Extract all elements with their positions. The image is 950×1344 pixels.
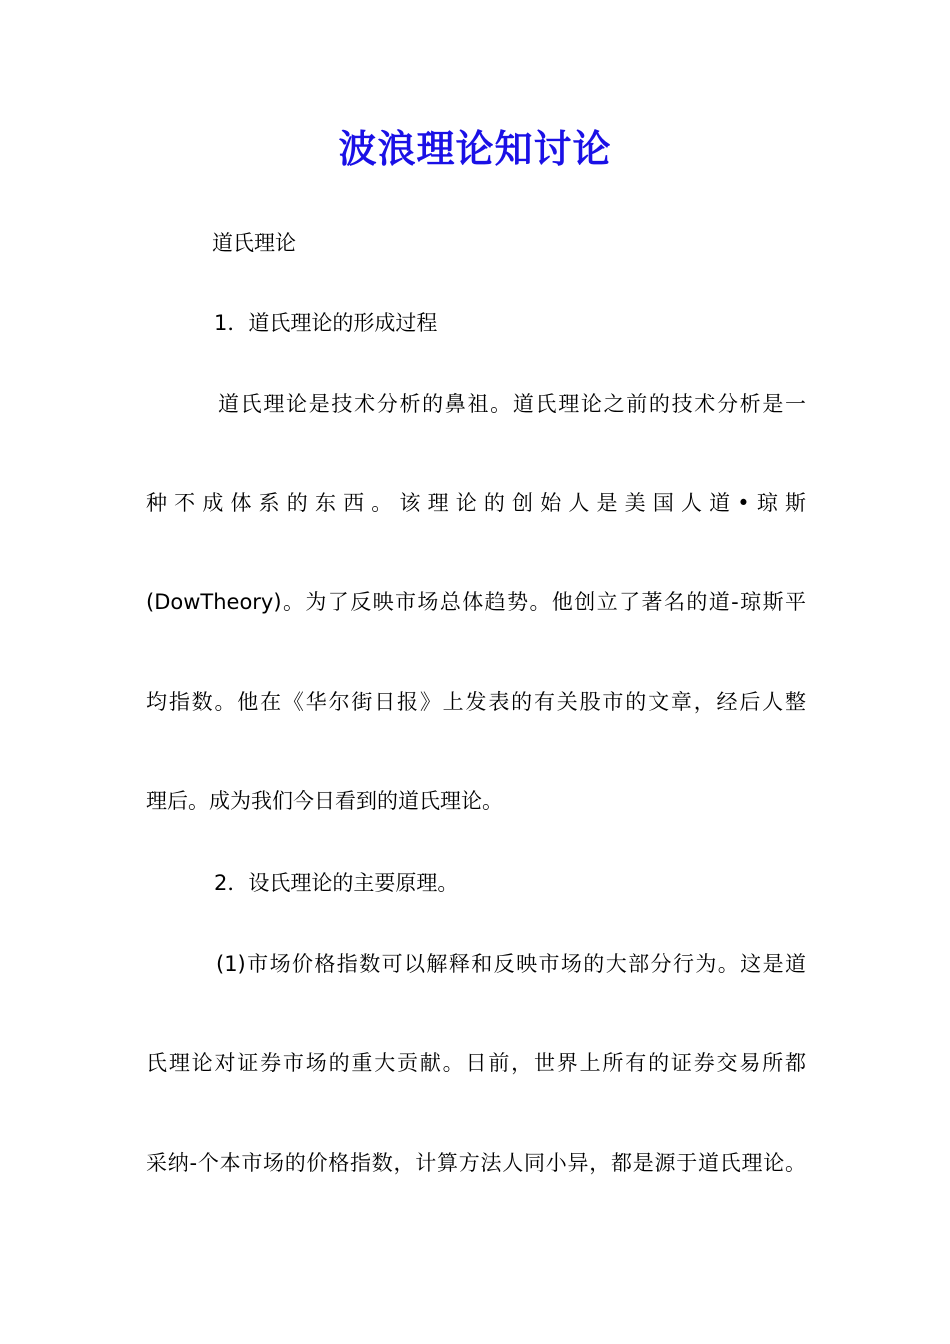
paragraph-line: 种不成体系的东西。该理论的创始人是美国人道•琼斯: [146, 491, 806, 515]
paragraph-line: 理后。成为我们今日看到的道氏理论。: [146, 789, 503, 813]
section-heading: 道氏理论: [212, 231, 296, 255]
document-title: 波浪理论知讨论: [338, 126, 612, 171]
paragraph-line: 采纳-个本市场的价格指数，计算方法人同小异，都是源于道氏理论。: [146, 1151, 806, 1175]
paragraph-line: 均指数。他在《华尔街日报》上发表的有关股市的文章，经后人整: [146, 690, 806, 714]
subsection-heading: 2．设氏理论的主要原理。: [214, 871, 459, 895]
subsection-heading: 1．道氏理论的形成过程: [214, 311, 438, 335]
paragraph-line: 氏理论对证券市场的重大贡献。日前，世界上所有的证券交易所都: [146, 1051, 806, 1075]
paragraph-line: 道氏理论是技术分析的鼻祖。道氏理论之前的技术分析是一: [218, 392, 806, 416]
paragraph-line: (DowTheory)。为了反映市场总体趋势。他创立了著名的道-琼斯平: [146, 590, 806, 614]
paragraph-line: (1)市场价格指数可以解释和反映市场的大部分行为。这是道: [216, 952, 806, 976]
